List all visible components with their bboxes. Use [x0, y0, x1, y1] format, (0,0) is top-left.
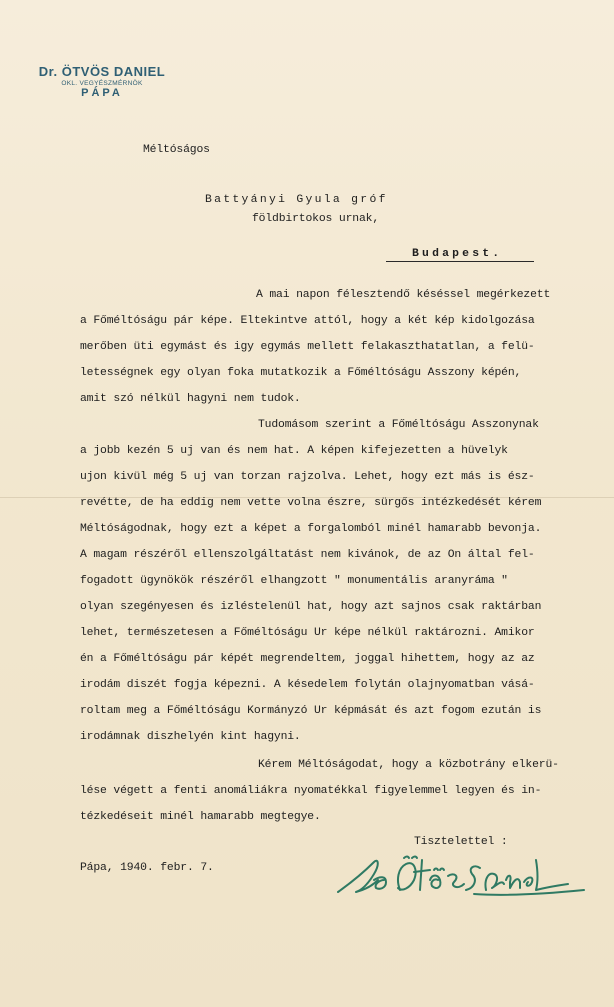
- body-line: lése végett a fenti anomáliákra nyomatékkal figyelemmel legyen és in-: [80, 785, 542, 797]
- body-line: merőben üti egymást és igy egymás mellett felakaszthatatlan, a felü-: [80, 341, 535, 353]
- body-line: Tudomásom szerint a Főméltóságu Asszonynak: [258, 419, 539, 431]
- body-line: ujon kivül még 5 uj van torzan rajzolva. Lehet, hogy ezt más is ész-: [80, 471, 535, 483]
- body-line: Méltóságodnak, hogy ezt a képet a forgalomból minél hamarabb bevonja.: [80, 523, 542, 535]
- salutation: Méltóságos: [143, 144, 210, 156]
- letterhead-name: Dr. ÖTVÖS DANIEL: [38, 64, 166, 79]
- recipient-title: földbirtokos urnak,: [252, 213, 380, 225]
- body-line: roltam meg a Főméltóságu Kormányzó Ur képmását és azt fogom ezután is: [80, 705, 542, 717]
- place-date: Pápa, 1940. febr. 7.: [80, 862, 214, 874]
- letterhead: [22, 64, 182, 99]
- closing: Tisztelettel :: [414, 836, 508, 848]
- letterhead-title: OKL. VEGYÉSZMÉRNÖK: [61, 80, 143, 87]
- body-line: én a Főméltóságu pár képét megrendeltem, joggal hihettem, hogy az az: [80, 653, 535, 665]
- handwritten-signature: [334, 850, 594, 900]
- recipient-city: Budapest.: [412, 248, 503, 260]
- body-line: tézkedéseit minél hamarabb megtegye.: [80, 811, 321, 823]
- body-line: fogadott ügynökök részéről elhangzott " monumentális aranyráma ": [80, 575, 508, 587]
- body-line: a jobb kezén 5 uj van és nem hat. A képen kifejezetten a hüvelyk: [80, 445, 508, 457]
- body-line: irodámnak diszhelyén kint hagyni.: [80, 731, 301, 743]
- body-line: amit szó nélkül hagyni nem tudok.: [80, 393, 301, 405]
- body-line: olyan szegényesen és izléstelenül hat, hogy azt sajnos csak raktárban: [80, 601, 542, 613]
- body-line: letességnek egy olyan foka mutatkozik a Főméltóságu Asszony képén,: [80, 367, 522, 379]
- city-underline: [386, 261, 534, 262]
- body-line: revétte, de ha eddig nem vette volna észre, sürgős intézkedését kérem: [80, 497, 542, 509]
- body-line: A magam részéről ellenszolgáltatást nem kivánok, de az On által fel-: [80, 549, 535, 561]
- body-line: A mai napon félesztendő késéssel megérkezett: [256, 289, 551, 301]
- body-line: lehet, természetesen a Főméltóságu Ur képe nélkül raktározni. Amikor: [80, 627, 535, 639]
- body-line: Kérem Méltóságodat, hogy a közbotrány elkerü-: [258, 759, 559, 771]
- body-line: a Főméltóságu pár képe. Eltekintve attól, hogy a két kép kidolgozása: [80, 315, 535, 327]
- recipient-name: Battyányi Gyula gróf: [205, 194, 388, 206]
- body-line: irodám diszét fogja képezni. A késedelem folytán olajnyomatban vásá-: [80, 679, 535, 691]
- letterhead-city: PÁPA: [81, 87, 123, 99]
